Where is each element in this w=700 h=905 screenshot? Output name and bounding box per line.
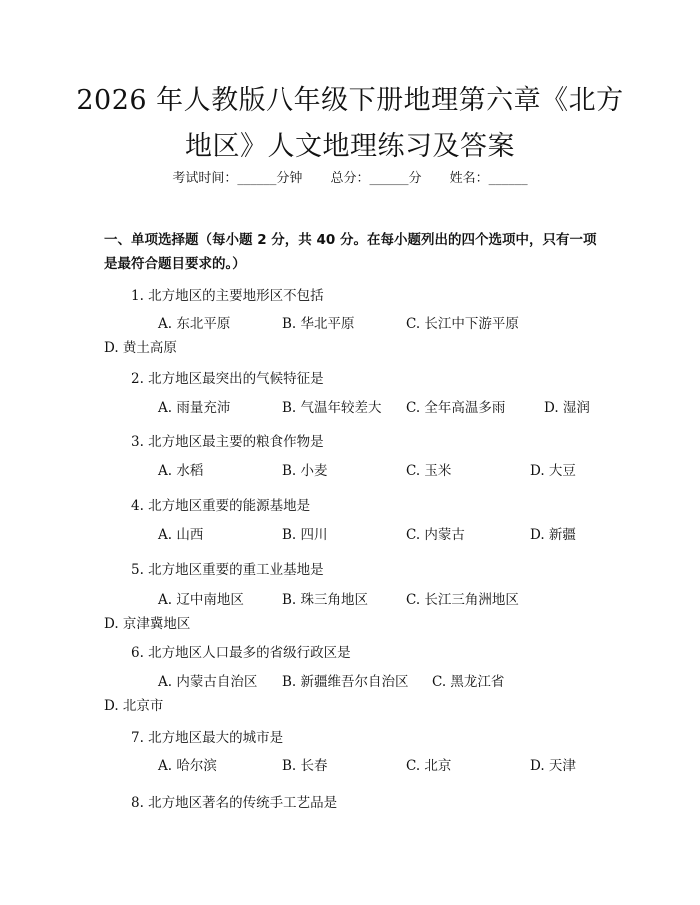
option: A. 山西 <box>158 527 204 543</box>
question-stem: 2. 北方地区最突出的气候特征是 <box>131 371 324 387</box>
question-options <box>104 396 604 420</box>
option: C. 内蒙古 <box>406 527 465 543</box>
section-heading: 一、单项选择题（每小题 2 分，共 40 分。在每小题列出的四个选项中，只有一项是最符合题目要求的。） <box>104 232 597 272</box>
option: B. 华北平原 <box>282 316 355 332</box>
option: B. 珠三角地区 <box>282 592 369 608</box>
option: D. 京津冀地区 <box>104 616 191 632</box>
option: A. 雨量充沛 <box>158 400 231 416</box>
question-stem: 8. 北方地区著名的传统手工艺品是 <box>131 795 338 811</box>
document-title <box>40 78 660 170</box>
option: B. 小麦 <box>282 463 328 479</box>
question-stem: 1. 北方地区的主要地形区不包括 <box>131 288 324 304</box>
question-options <box>104 670 604 718</box>
exam-time: 考试时间：______分钟 <box>172 171 303 186</box>
question-options <box>104 312 604 360</box>
exam-score: 总分：______分 <box>330 171 422 186</box>
question-stem: 3. 北方地区最主要的粮食作物是 <box>131 434 324 450</box>
option: D. 天津 <box>530 758 576 774</box>
option: D. 北京市 <box>104 698 164 714</box>
question-options <box>104 459 604 483</box>
option: D. 新疆 <box>530 527 576 543</box>
question-stem: 4. 北方地区重要的能源基地是 <box>131 498 311 514</box>
option: C. 黑龙江省 <box>432 674 505 690</box>
exam-name: 姓名：______ <box>449 171 528 186</box>
option: B. 长春 <box>282 758 328 774</box>
option: C. 玉米 <box>406 463 452 479</box>
option: A. 哈尔滨 <box>158 758 217 774</box>
option: C. 全年高温多雨 <box>406 400 506 416</box>
option: C. 长江中下游平原 <box>406 316 519 332</box>
option: A. 辽中南地区 <box>158 592 244 608</box>
question-options <box>104 523 604 547</box>
option: D. 湿润 <box>544 400 590 416</box>
option: B. 新疆维吾尔自治区 <box>282 674 409 690</box>
option: C. 北京 <box>406 758 452 774</box>
option: B. 四川 <box>282 527 328 543</box>
option: C. 长江三角洲地区 <box>406 592 519 608</box>
title-line-2: 地区》人文地理练习及答案 <box>185 131 515 162</box>
question-stem: 5. 北方地区重要的重工业基地是 <box>131 562 324 578</box>
option: A. 内蒙古自治区 <box>158 674 258 690</box>
option: D. 大豆 <box>530 463 576 479</box>
option: A. 东北平原 <box>158 316 231 332</box>
exam-meta <box>0 167 700 186</box>
option: D. 黄土高原 <box>104 340 177 356</box>
question-stem: 7. 北方地区最大的城市是 <box>131 730 284 746</box>
option: B. 气温年较差大 <box>282 400 382 416</box>
title-line-1: 2026 年人教版八年级下册地理第六章《北方 <box>76 85 624 116</box>
option: A. 水稻 <box>158 463 204 479</box>
question-stem: 6. 北方地区人口最多的省级行政区是 <box>131 645 351 661</box>
question-options <box>104 754 604 778</box>
question-options <box>104 588 604 636</box>
